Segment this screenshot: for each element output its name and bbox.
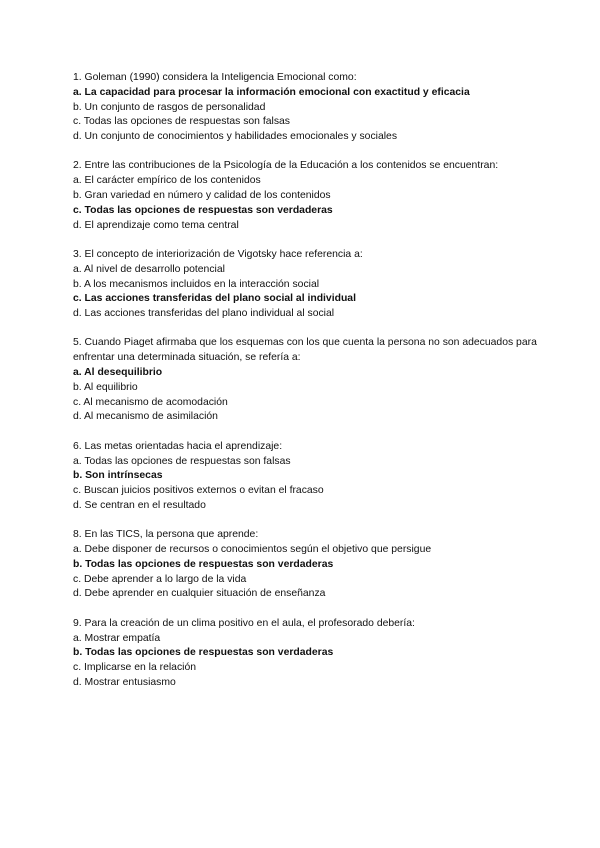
option-d: d. Al mecanismo de asimilación bbox=[73, 411, 218, 423]
question-9 bbox=[73, 617, 573, 691]
option-b: b. Un conjunto de rasgos de personalidad bbox=[73, 101, 266, 113]
option-d: d. Se centran en el resultado bbox=[73, 499, 206, 511]
option-a: a. El carácter empírico de los contenidos bbox=[73, 175, 261, 187]
option-c: c. Implicarse en la relación bbox=[73, 662, 197, 674]
option-c: c. Todas las opciones de respuestas son falsas bbox=[73, 116, 290, 128]
option-b-correct: b. Todas las opciones de respuestas son verdaderas bbox=[73, 558, 334, 570]
question-stem: 1. Goleman (1990) considera la Inteligencia Emocional como: bbox=[73, 72, 357, 83]
question-1 bbox=[73, 71, 573, 145]
option-b: b. Al equilibrio bbox=[73, 381, 138, 393]
question-6 bbox=[73, 440, 573, 514]
option-a: a. Debe disponer de recursos o conocimientos según el objetivo que persigue bbox=[73, 544, 432, 556]
question-stem: 5. Cuando Piaget afirmaba que los esquemas con los que cuenta la persona no son adecuados para enfrentar una determinada situación, se refería a: bbox=[73, 337, 537, 364]
question-stem: 3. El concepto de interiorización de Vigotsky hace referencia a: bbox=[73, 248, 363, 260]
option-c: c. Debe aprender a lo largo de la vida bbox=[73, 573, 247, 585]
question-stem: 6. Las metas orientadas hacia el aprendizaje: bbox=[73, 440, 283, 452]
option-d: d. Debe aprender en cualquier situación de enseñanza bbox=[73, 588, 326, 600]
option-b-correct: b. Son intrínsecas bbox=[73, 470, 163, 482]
question-stem: 2. Entre las contribuciones de la Psicología de la Educación a los contenidos se encuentran: bbox=[73, 160, 499, 172]
option-d: d. El aprendizaje como tema central bbox=[73, 219, 239, 231]
question-5 bbox=[73, 336, 573, 425]
option-a-correct: a. Al desequilibrio bbox=[73, 367, 163, 379]
option-d: d. Un conjunto de conocimientos y habilidades emocionales y sociales bbox=[73, 131, 398, 143]
option-a: a. Todas las opciones de respuestas son falsas bbox=[73, 455, 291, 467]
option-c: c. Al mecanismo de acomodación bbox=[73, 396, 228, 408]
option-b: b. Gran variedad en número y calidad de los contenidos bbox=[73, 190, 331, 202]
option-c: c. Buscan juicios positivos externos o evitan el fracaso bbox=[73, 485, 324, 497]
question-3 bbox=[73, 248, 573, 322]
question-list bbox=[73, 71, 573, 705]
option-c-correct: c. Todas las opciones de respuestas son verdaderas bbox=[73, 204, 333, 216]
question-stem: 8. En las TICS, la persona que aprende: bbox=[73, 529, 259, 541]
option-b: b. A los mecanismos incluidos en la interacción social bbox=[73, 278, 320, 290]
question-stem: 9. Para la creación de un clima positivo en el aula, el profesorado debería: bbox=[73, 617, 415, 629]
question-8 bbox=[73, 528, 573, 602]
option-d: d. Las acciones transferidas del plano individual al social bbox=[73, 308, 335, 320]
option-d: d. Mostrar entusiasmo bbox=[73, 676, 176, 688]
question-2 bbox=[73, 159, 573, 233]
option-a-correct: a. La capacidad para procesar la información emocional con exactitud y eficacia bbox=[73, 86, 470, 98]
option-a: a. Mostrar empatía bbox=[73, 632, 161, 644]
option-c-correct: c. Las acciones transferidas del plano social al individual bbox=[73, 293, 356, 305]
option-b-correct: b. Todas las opciones de respuestas son verdaderas bbox=[73, 647, 334, 659]
option-a: a. Al nivel de desarrollo potencial bbox=[73, 263, 225, 275]
